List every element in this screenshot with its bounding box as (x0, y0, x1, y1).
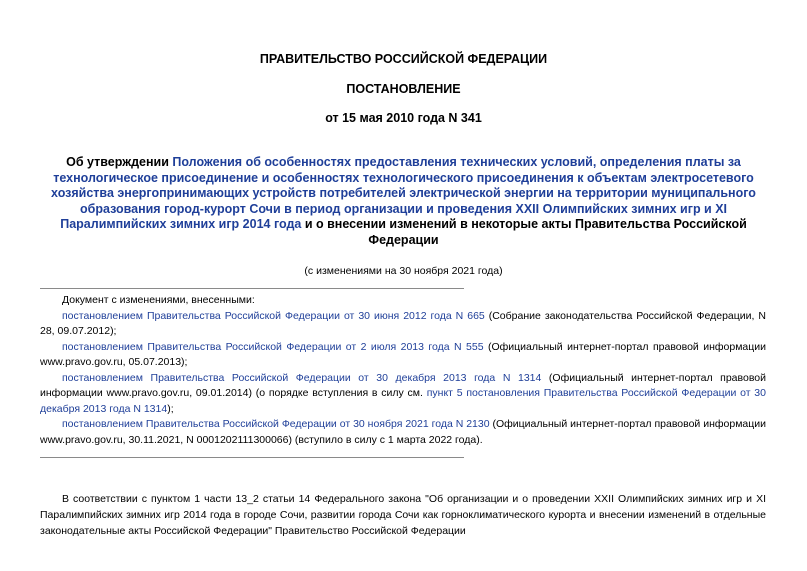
title-regulation-link[interactable]: Положения об особенностях предоставления технических условий, определения платы за технологическое присоединение и особенностях технологического присоединения к объектам электросетевого хозяйства энергопринимающих устройств потребителей электрической энергии на территории муниципального образования город-курорт Сочи в период организации и проведения XXII Олимпийских зимних игр и XI Паралимпийских зимних игр 2014 года (51, 155, 756, 232)
bottom-divider (40, 457, 464, 458)
top-divider (40, 288, 464, 289)
change-item (40, 309, 766, 340)
change-item (40, 371, 766, 418)
changes-intro: Документ с изменениями, внесенными: (62, 294, 255, 306)
change-item (40, 340, 766, 371)
change-source-end: ); (167, 402, 174, 415)
change-source: (Официальный интернет-портал правовой информации www.pravo.gov.ru, 30.11.2021, N 0001202111300066) (вступило в силу с 1 марта 2022 года). (40, 418, 766, 446)
title-prefix: Об утверждении (66, 155, 173, 169)
change-link[interactable]: постановлением Правительства Российской Федерации от 30 ноября 2021 года N 2130 (62, 418, 490, 430)
change-source: (Официальный интернет-портал правовой информации www.pravo.gov.ru, 09.01.2014) (о порядке вступления в силу см. (40, 371, 766, 399)
document-type-heading: ПОСТАНОВЛЕНИЕ (346, 82, 461, 96)
change-link[interactable]: постановлением Правительства Российской Федерации от 30 декабря 2013 года N 1314 (62, 371, 542, 384)
amendment-note: (с изменениями на 30 ноября 2021 года) (304, 265, 503, 277)
change-link[interactable]: постановлением Правительства Российской Федерации от 2 июля 2013 года N 555 (62, 340, 484, 353)
change-source: (Официальный интернет-портал правовой информации www.pravo.gov.ru, 05.07.2013); (40, 340, 766, 368)
issuer-heading: ПРАВИТЕЛЬСТВО РОССИЙСКОЙ ФЕДЕРАЦИИ (259, 52, 548, 66)
preamble-paragraph: В соответствии с пунктом 1 части 13_2 статьи 14 Федерального закона "Об организации и о проведении XXII Олимпийских зимних игр и XI Паралимпийских зимних игр 2014 года в городе Сочи, развитии города Сочи как горноклиматического курорта и внесении изменений в отдельные законодательные акты Российской Федерации" Правительство Российской Федерации (40, 493, 766, 537)
change-link[interactable]: постановлением Правительства Российской Федерации от 30 июня 2012 года N 665 (62, 309, 485, 322)
changes-block (40, 293, 766, 448)
change-effect-link[interactable]: пункт 5 постановления Правительства Российской Федерации от 30 декабря 2013 года N 1314 (40, 387, 766, 415)
change-item (40, 417, 766, 448)
document-date-number: от 15 мая 2010 года N 341 (325, 111, 482, 125)
change-source: (Собрание законодательства Российской Федерации, N 28, 09.07.2012); (40, 309, 766, 337)
document-title (40, 155, 767, 249)
title-suffix: и о внесении изменений в некоторые акты Правительства Российской Федерации (301, 217, 747, 247)
